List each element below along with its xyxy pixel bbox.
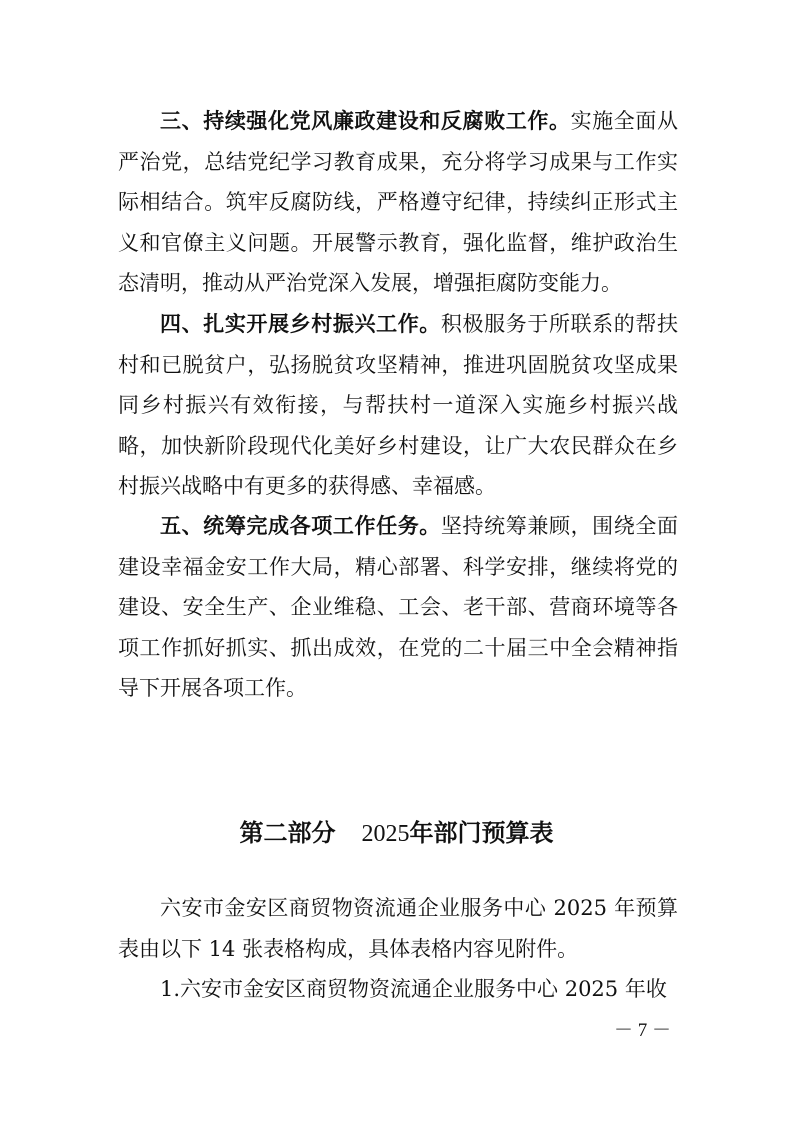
paragraph-body: 坚持统筹兼顾，围绕全面建设幸福金安工作大局，精心部署、科学安排，继续将党的建设、安全生产、企业维稳、工会、老干部、营商环境等各项工作抓好抓实、抓出成效，在党的二十届三中全会精神指导下开展各项工作。: [118, 514, 679, 700]
section-title: [0, 815, 793, 852]
paragraph-rural-revitalization: [118, 304, 678, 507]
paragraph-anti-corruption: [118, 101, 678, 304]
section-year: 2025: [361, 821, 410, 847]
paragraph-heading: 五、统筹完成各项工作任务。: [160, 513, 441, 538]
section-title-text: 年部门预算表: [409, 819, 554, 847]
paragraph-overall-tasks: [118, 506, 678, 709]
section-part-label: 第二部分: [239, 819, 336, 847]
paragraph-body: 实施全面从严治党，总结党纪学习教育成果，充分将学习成果与工作实际相结合。筑牢反腐防线，严格遵守纪律，持续纠正形式主义和官僚主义问题。开展警示教育，强化监督，维护政治生态清明，推动从严治党深入发展，增强拒腐防变能力。: [118, 109, 679, 295]
paragraph-heading: 四、扎实开展乡村振兴工作。: [160, 311, 441, 336]
page-number: － 7 －: [613, 1020, 671, 1041]
budget-intro-paragraph: 六安市金安区商贸物资流通企业服务中心 2025 年预算表由以下 14 张表格构成，具体表格内容见附件。: [118, 896, 678, 961]
paragraph-heading: 三、持续强化党风廉政建设和反腐败工作。: [160, 108, 571, 133]
budget-list-item: 1.六安市金安区商贸物资流通企业服务中心 2025 年收: [160, 977, 667, 1001]
paragraph-body: 积极服务于所联系的帮扶村和已脱贫户，弘扬脱贫攻坚精神，推进巩固脱贫攻坚成果同乡村振兴有效衔接，与帮扶村一道深入实施乡村振兴战略，加快新阶段现代化美好乡村建设，让广大农民群众在乡村振兴战略中有更多的获得感、幸福感。: [118, 312, 679, 498]
